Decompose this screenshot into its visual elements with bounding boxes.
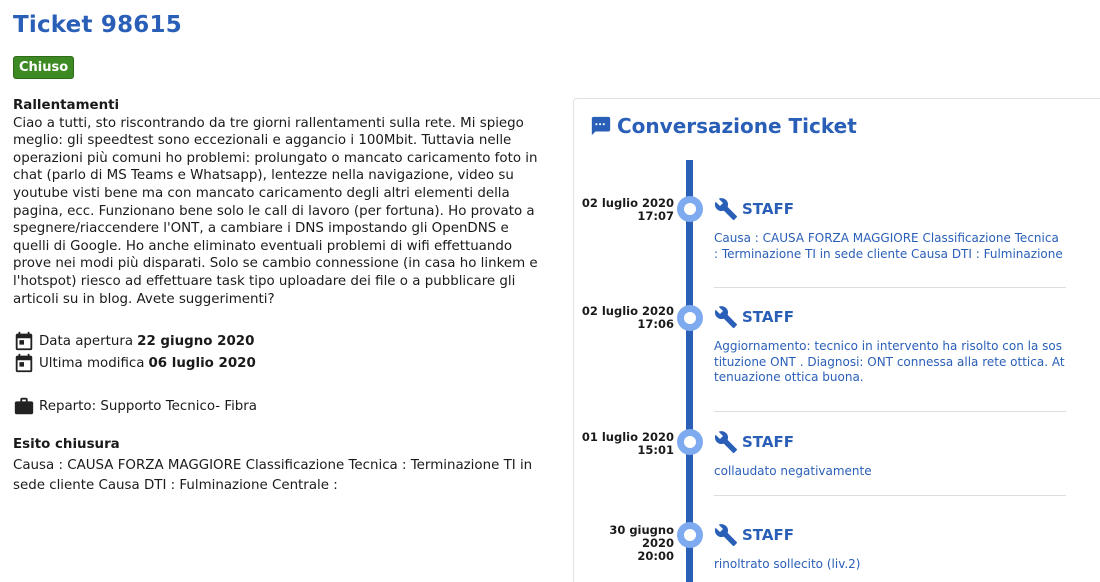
modified-value: 06 luglio 2020 [148, 355, 256, 371]
department-label: Reparto: Supporto Tecnico- Fibra [39, 398, 258, 414]
entry-date-day: 02 luglio 2020 [581, 304, 674, 318]
outcome-text: Causa : CAUSA FORZA MAGGIORE Classificazione Tecnica : Terminazione TI in sede cliente Causa DTI : Fulminazione Centrale : [13, 458, 533, 493]
timeline-dot [677, 429, 703, 455]
entry-date [574, 305, 674, 331]
entry-date-time: 17:07 [637, 209, 674, 223]
calendar-icon [13, 330, 35, 352]
entry-date-day: 30 giugno 2020 [609, 523, 674, 550]
ticket-description: Ciao a tutti, sto riscontrando da tre giorni rallentamenti sulla rete. Mi spiego meglio: gli speedtest sono eccezionali e aggancio i 100Mbit. Tuttavia nelle operazioni più comuni ho problemi: prolungato o mancato caricamento foto in chat (parlo di MS Teams e Whatsapp), lentezze nella navigazione, video su youtube visti bene ma con mancato caricamento degli altri elementi della pagina, ecc. Funzionano bene solo le call di lavoro (per fortuna). Ho provato a spegnere/riaccendere l'ONT, a cambiare i DNS impostando gli OpenDNS e quelli di Google. Ho anche eliminato eventuali problemi di wifi effettuando prove nei modi più disparati. Solo se cambio connessione (in casa ho linkem e l'hotspot) riesco ad effettuare task tipo uploadare dei file o a pubblicare gli articoli su in blog. Avete suggerimenti? [13, 115, 538, 307]
timeline-dot [677, 305, 703, 331]
entry-separator [714, 495, 1066, 496]
outcome-heading: Esito chiusura [13, 437, 120, 452]
entry-author-name: STAFF [742, 200, 794, 218]
entry-date-time: 15:01 [637, 443, 674, 457]
wrench-icon [714, 430, 738, 454]
entry-author [714, 197, 794, 221]
entry-text: rinoltrato sollecito (liv.2) [714, 557, 861, 571]
ticket-subject: Rallentamenti [13, 98, 120, 113]
wrench-icon [714, 197, 738, 221]
opened-label: Data apertura [39, 333, 134, 349]
wrench-icon [714, 305, 738, 329]
entry-author-name: STAFF [742, 526, 794, 544]
entry-date-time: 20:00 [637, 549, 674, 563]
entry-author-name: STAFF [742, 308, 794, 326]
timeline-dot [677, 522, 703, 548]
opened-date-row [13, 330, 553, 352]
modified-label: Ultima modifica [39, 355, 145, 371]
entry-date-day: 02 luglio 2020 [581, 196, 674, 210]
briefcase-icon [13, 395, 35, 417]
entry-author [714, 305, 794, 329]
entry-date [574, 524, 674, 563]
entry-date-time: 17:06 [637, 317, 674, 331]
status-badge: Chiuso [13, 56, 74, 79]
entry-author [714, 430, 794, 454]
entry-date [574, 197, 674, 223]
entry-author [714, 523, 794, 547]
entry-text: Causa : CAUSA FORZA MAGGIORE Classificazione Tecnica : Terminazione TI in sede cliente Causa DTI : Fulminazione [714, 231, 1063, 261]
entry-date [574, 431, 674, 457]
entry-author-name: STAFF [742, 433, 794, 451]
page-title: Ticket 98615 [13, 12, 182, 38]
conversation-title [590, 114, 857, 138]
chat-icon [590, 115, 612, 137]
entry-text: Aggiornamento: tecnico in intervento ha risolto con la sostituzione ONT . Diagnosi: ONT connessa alla rete ottica. Attenuazione ottica buona. [714, 339, 1065, 384]
entry-separator [714, 287, 1066, 288]
entry-text: collaudato negativamente [714, 464, 872, 478]
entry-separator [714, 411, 1066, 412]
entry-date-day: 01 luglio 2020 [581, 430, 674, 444]
modified-date-row [13, 352, 553, 374]
ticket-body [13, 97, 548, 308]
timeline-line [686, 160, 693, 582]
conversation-title-text: Conversazione Ticket [617, 114, 857, 138]
timeline-dot [677, 196, 703, 222]
department-row [13, 395, 553, 417]
opened-value: 22 giugno 2020 [137, 333, 255, 349]
wrench-icon [714, 523, 738, 547]
calendar-icon [13, 352, 35, 374]
